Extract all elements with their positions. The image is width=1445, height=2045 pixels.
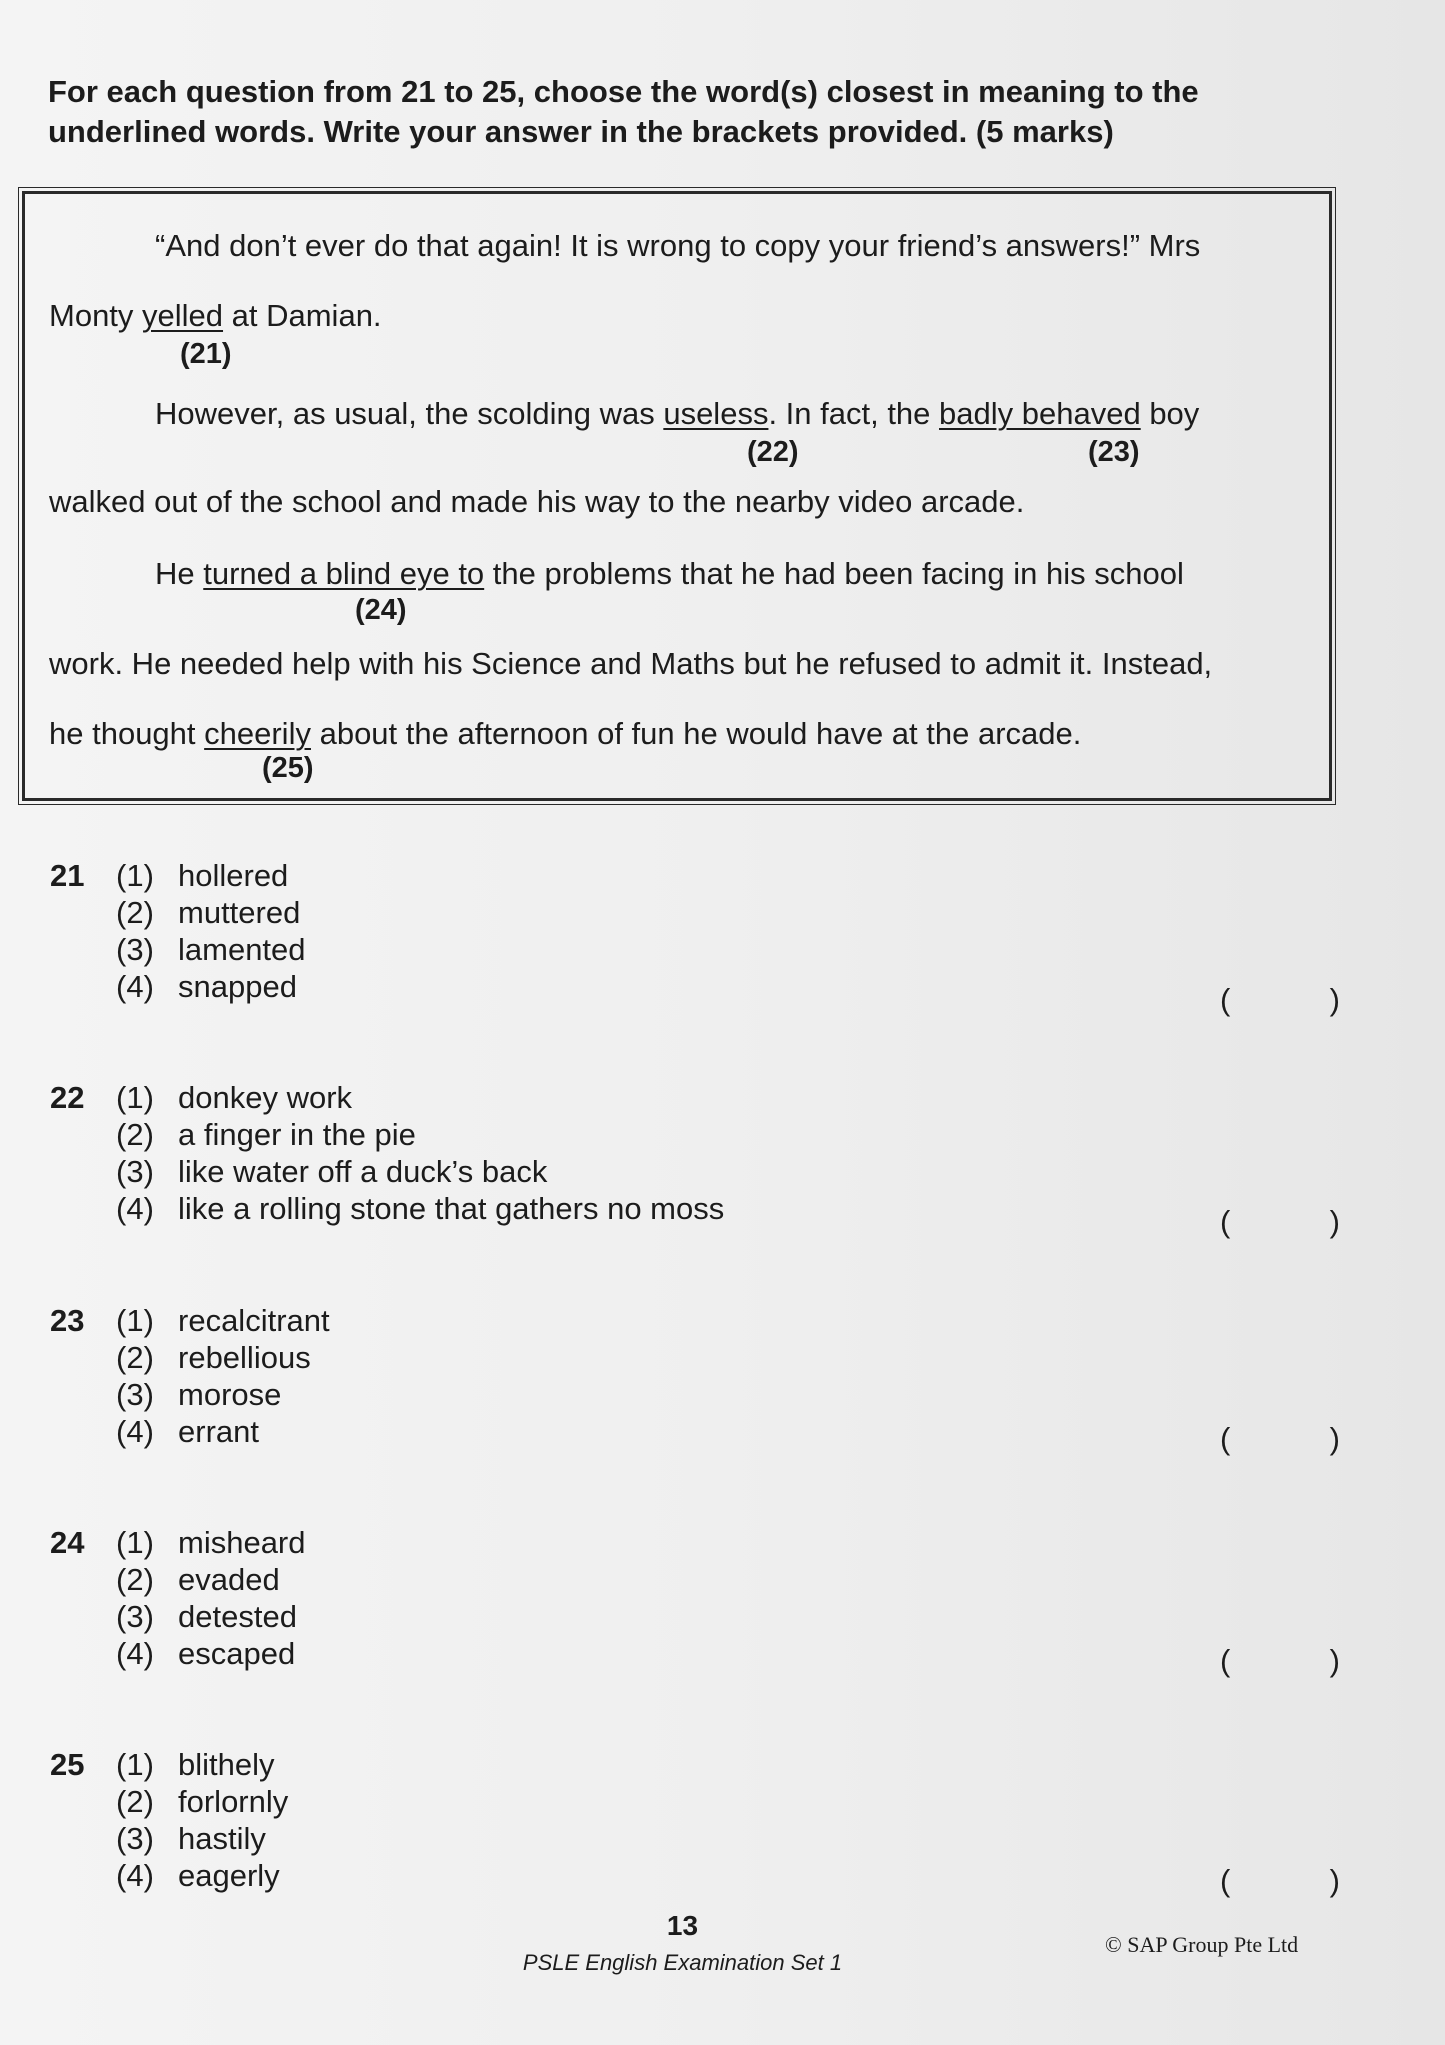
passage-text: at Damian. <box>223 298 382 333</box>
underlined-word-21: yelled <box>142 298 224 333</box>
question-23 <box>50 1302 1340 1456</box>
label-22: (22) <box>747 436 799 468</box>
question-21 <box>50 857 1340 1017</box>
option-3: (3) lamented <box>116 932 306 967</box>
option-3: (3) detested <box>116 1599 297 1634</box>
answer-bracket-25[interactable]: ( ) <box>1220 1863 1340 1898</box>
question-25 <box>50 1746 1340 1896</box>
option-1: (1) blithely <box>116 1747 275 1782</box>
question-number: 23 <box>50 1303 85 1338</box>
option-2: (2) forlornly <box>116 1784 289 1819</box>
passage-text: . In fact, the <box>768 396 940 431</box>
page-number: 13 <box>666 1910 699 1941</box>
passage-text: boy <box>1140 396 1200 431</box>
question-24 <box>50 1524 1340 1678</box>
option-2: (2) evaded <box>116 1562 280 1597</box>
question-number: 22 <box>50 1080 85 1115</box>
option-3: (3) like water off a duck’s back <box>116 1154 548 1189</box>
passage-text: about the afternoon of fun he would have at the arcade. <box>310 716 1082 751</box>
option-list <box>116 1524 306 1672</box>
passage-box <box>22 191 1332 801</box>
underlined-word-23: badly behaved <box>939 396 1141 431</box>
option-4: (4) escaped <box>116 1636 296 1671</box>
passage-line-2 <box>49 298 382 334</box>
passage-line-7 <box>49 716 1081 752</box>
question-number: 24 <box>50 1525 85 1560</box>
passage-text: Monty <box>49 298 143 333</box>
section-instructions: For each question from 21 to 25, choose the word(s) closest in meaning to the underlined words. Write your answer in the brackets provided. (5 marks) <box>48 74 1199 149</box>
passage-text: he thought <box>49 716 205 751</box>
label-25: (25) <box>262 752 314 784</box>
option-4: (4) snapped <box>116 969 297 1004</box>
label-23: (23) <box>1088 436 1140 468</box>
passage-text: However, as usual, the scolding was <box>155 396 664 431</box>
footer-title: PSLE English Examination Set 1 <box>522 1950 843 1975</box>
option-4: (4) errant <box>116 1414 259 1449</box>
answer-bracket-23[interactable]: ( ) <box>1220 1421 1340 1456</box>
option-2: (2) a finger in the pie <box>116 1117 416 1152</box>
question-number: 21 <box>50 858 85 893</box>
passage-line-5 <box>155 556 1184 592</box>
answer-bracket-21[interactable]: ( ) <box>1220 982 1340 1017</box>
label-21: (21) <box>180 338 232 370</box>
option-3: (3) hastily <box>116 1821 266 1856</box>
option-list <box>116 1079 724 1227</box>
answer-bracket-22[interactable]: ( ) <box>1220 1204 1340 1239</box>
option-1: (1) donkey work <box>116 1080 353 1115</box>
option-4: (4) eagerly <box>116 1858 280 1893</box>
option-2: (2) muttered <box>116 895 301 930</box>
underlined-word-25: cheerily <box>204 716 311 751</box>
answer-bracket-24[interactable]: ( ) <box>1220 1643 1340 1678</box>
option-1: (1) misheard <box>116 1525 306 1560</box>
passage-line-6: work. He needed help with his Science and Maths but he refused to admit it. Instead, <box>49 646 1213 681</box>
option-4: (4) like a rolling stone that gathers no moss <box>116 1191 725 1226</box>
question-number: 25 <box>50 1747 85 1782</box>
option-1: (1) recalcitrant <box>116 1303 330 1338</box>
option-1: (1) hollered <box>116 858 289 893</box>
option-list <box>116 1302 330 1450</box>
passage-text: the problems that he had been facing in his school <box>484 556 1184 591</box>
passage-line-3 <box>155 396 1199 432</box>
option-list <box>116 857 306 1005</box>
underlined-word-22: useless <box>663 396 769 431</box>
passage-line-4: walked out of the school and made his way to the nearby video arcade. <box>49 484 1025 519</box>
passage-line-1: “And don’t ever do that again! It is wrong to copy your friend’s answers!” Mrs <box>155 228 1201 263</box>
option-3: (3) morose <box>116 1377 282 1412</box>
option-2: (2) rebellious <box>116 1340 311 1375</box>
option-list <box>116 1746 288 1894</box>
label-24: (24) <box>355 594 407 626</box>
passage-text: He <box>155 556 204 591</box>
underlined-phrase-24: turned a blind eye to <box>203 556 485 591</box>
copyright-notice: © SAP Group Pte Ltd <box>1105 1932 1299 1957</box>
question-22 <box>50 1079 1340 1239</box>
